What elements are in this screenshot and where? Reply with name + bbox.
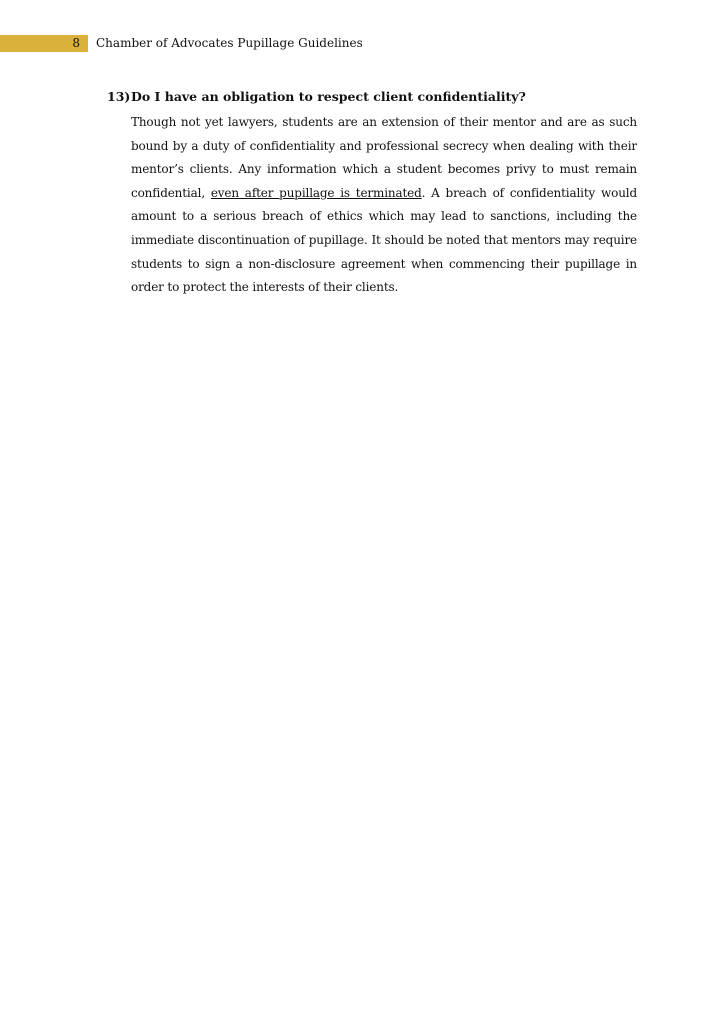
section-answer [131, 111, 637, 300]
page-number: 8 [72, 36, 80, 50]
question-number: 13) [107, 89, 131, 104]
section-question [107, 88, 647, 106]
question-text: Do I have an obligation to respect client confidentiality? [131, 89, 526, 104]
header-title: Chamber of Advocates Pupillage Guidelines [96, 36, 363, 50]
answer-underlined-text: even after pupillage is terminated [210, 185, 422, 200]
page-header [0, 35, 724, 52]
answer-text-part2: . A breach of confidentiality would amount to a serious breach of ethics which may lead to sanctions, including the immediate discontinuation of pupillage. It should be noted that mentors may require students to sign a non-disclosure agreement when commencing their pupillage in order to protect the interests of their clients. [131, 185, 637, 295]
answer-text-part1: Though not yet lawyers, students are an extension of their mentor and are as such bound by a duty of confidentiality and professional secrecy when dealing with their mentor’s clients. Any information which a student becomes privy to must remain confidential, [131, 115, 637, 200]
